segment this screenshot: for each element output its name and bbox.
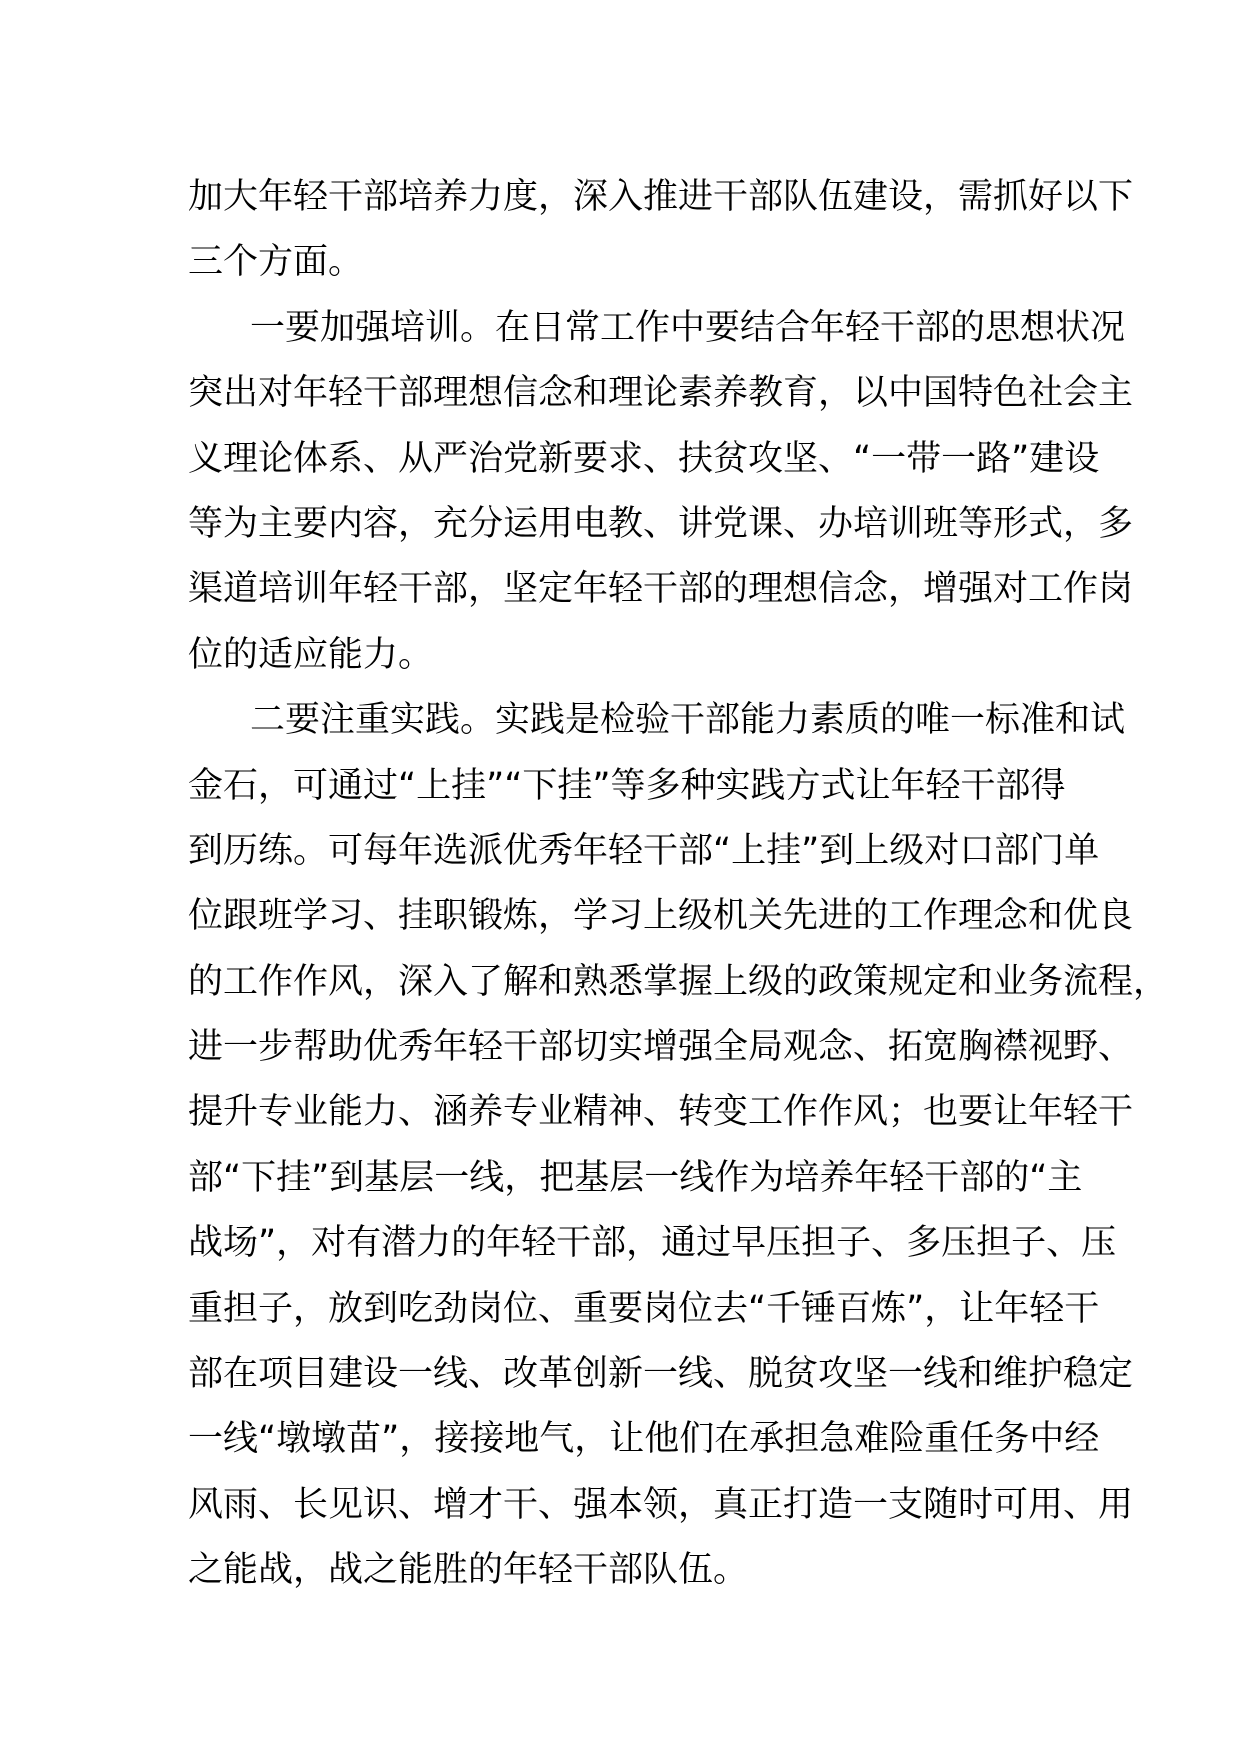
text-line: 义理论体系、从严治党新要求、扶贫攻坚、“一带一路”建设 bbox=[188, 438, 1100, 479]
text-line: 战场”，对有潜力的年轻干部，通过早压担子、多压担子、压 bbox=[188, 1223, 1117, 1264]
text-line: 位跟班学习、挂职锻炼，学习上级机关先进的工作理念和优良 bbox=[188, 896, 1134, 937]
text-line: 等为主要内容，充分运用电教、讲党课、办培训班等形式，多 bbox=[188, 503, 1134, 544]
text-line: 部“下挂”到基层一线，把基层一线作为培养年轻干部的“主 bbox=[188, 1157, 1083, 1198]
text-line: 加大年轻干部培养力度，深入推进干部队伍建设，需抓好以下 bbox=[188, 177, 1134, 217]
text-line: 重担子，放到吃劲岗位、重要岗位去“千锤百炼”，让年轻干 bbox=[188, 1288, 1100, 1329]
paragraph-first-line: 一要加强培训。在日常工作中要结合年轻干部的思想状况 bbox=[250, 307, 1126, 348]
text-line: 的工作作风，深入了解和熟悉掌握上级的政策规定和业务流程， bbox=[188, 961, 1169, 1002]
text-line: 提升专业能力、涵养专业精神、转变工作作风；也要让年轻干 bbox=[188, 1092, 1134, 1133]
text-line: 金石，可通过“上挂”“下挂”等多种实践方式让年轻干部得 bbox=[188, 765, 1066, 806]
text-line: 部在项目建设一线、改革创新一线、脱贫攻坚一线和维护稳定 bbox=[188, 1354, 1134, 1395]
text-line: 渠道培训年轻干部，坚定年轻干部的理想信念，增强对工作岗 bbox=[188, 569, 1134, 610]
paragraph-first-line: 二要注重实践。实践是检验干部能力素质的唯一标准和试 bbox=[250, 700, 1126, 741]
text-line: 进一步帮助优秀年轻干部切实增强全局观念、拓宽胸襟视野、 bbox=[188, 1027, 1134, 1068]
text-line: 之能战，战之能胜的年轻干部队伍。 bbox=[188, 1550, 749, 1591]
text-line: 风雨、长见识、增才干、强本领，真正打造一支随时可用、用 bbox=[188, 1484, 1134, 1525]
text-line: 到历练。可每年选派优秀年轻干部“上挂”到上级对口部门单 bbox=[188, 830, 1100, 871]
text-line: 位的适应能力。 bbox=[188, 634, 434, 675]
text-line: 三个方面。 bbox=[188, 242, 364, 283]
text-line: 一线“墩墩苗”，接接地气，让他们在承担急难险重任务中经 bbox=[188, 1419, 1100, 1460]
text-line: 突出对年轻干部理想信念和理论素养教育，以中国特色社会主 bbox=[188, 373, 1134, 414]
document-body bbox=[188, 165, 1169, 1604]
